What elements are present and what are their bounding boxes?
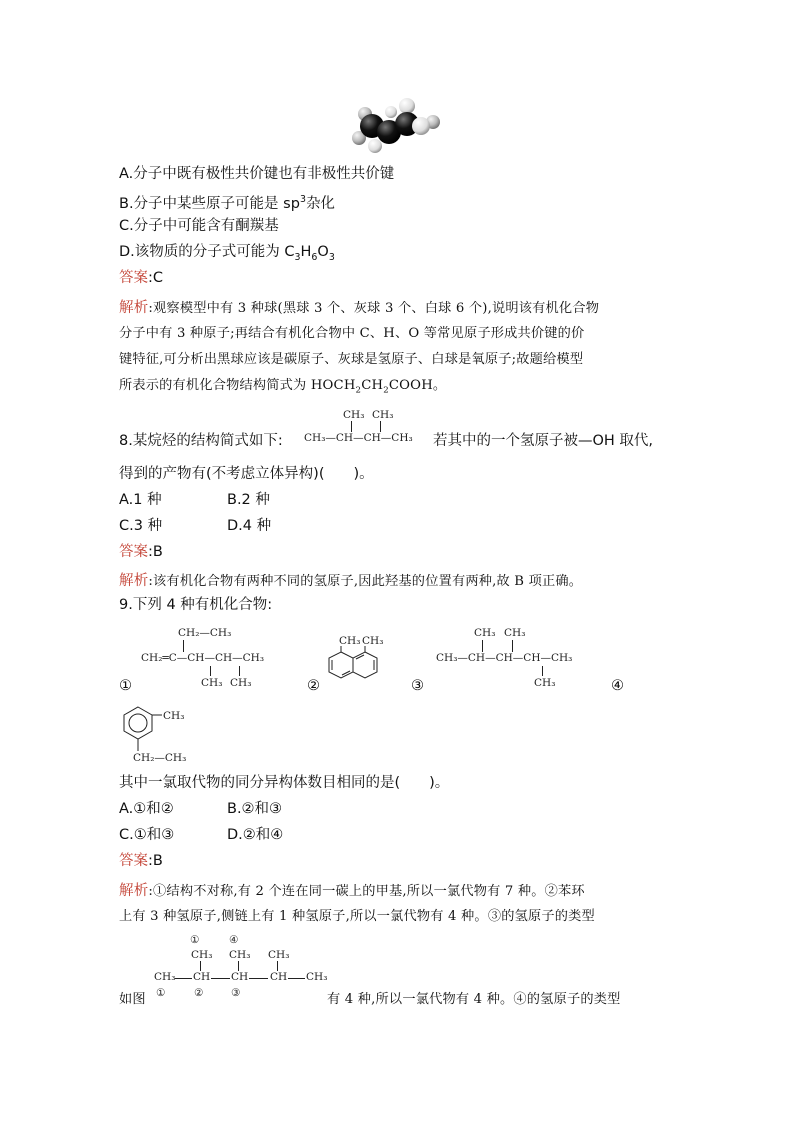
q9-s1-top: CH₂—CH₃	[178, 627, 232, 639]
q9-s3-bottom-1: CH₃	[534, 677, 556, 689]
q8-bond-2	[380, 421, 381, 432]
q9-marker-1: ①	[119, 678, 132, 694]
q9-option-a: A.①和②	[119, 801, 174, 817]
q8-structure-top-2: CH₃	[372, 409, 394, 421]
q9-s3-top-1: CH₃	[474, 627, 496, 639]
fig-bond-v3	[277, 961, 278, 971]
q9-question: 其中一氯取代物的同分异构体数目相同的是( )。	[119, 775, 450, 791]
q7-answer: 答案:C	[119, 270, 164, 286]
fig-marker-bottom-3: ③	[231, 987, 241, 999]
q7-analysis-line-1: 解析:观察模型中有 3 种球(黑球 3 个、灰球 3 个、白球 6 个),说明该有机化合物	[119, 300, 600, 316]
fig-main-5: CH₃	[306, 971, 328, 983]
q9-marker-3: ③	[411, 678, 424, 694]
q7-option-c: C.分子中可能含有酮羰基	[119, 218, 279, 234]
q7-analysis-line-3: 键特征,可分析出黑球应该是碳原子、灰球是氢原子、白球是氧原子;故题给模型	[119, 352, 584, 367]
q9-marker-2: ②	[307, 678, 320, 694]
fig-marker-bottom-2: ②	[194, 987, 204, 999]
q7-option-d: D.该物质的分子式可能为 $C_3H_6O_3$	[119, 244, 335, 263]
q8-structure-top-1: CH₃	[343, 409, 365, 421]
q9-s1-bond-b1	[210, 666, 211, 676]
q9-s1-bond-b2	[239, 666, 240, 676]
q8-answer: 答案:B	[119, 544, 163, 560]
q8-bond-1	[351, 421, 352, 432]
fig-bond-h1	[175, 978, 192, 979]
q9-stem: 9.下列 4 种有机化合物:	[119, 597, 273, 613]
q8-analysis: 解析:该有机化合物有两种不同的氢原子,因此羟基的位置有两种,故 B 项正确。	[119, 573, 583, 589]
q9-s4-methyl: CH₃	[163, 710, 185, 722]
fig-marker-bottom-1: ①	[156, 987, 166, 999]
fig-prefix: 如图	[119, 992, 146, 1007]
q7-option-a: A.分子中既有极性共价键也有非极性共价键	[119, 166, 395, 182]
fig-top-ch3-2: CH₃	[229, 949, 251, 961]
q9-s2-methyl-1: CH₃	[339, 635, 361, 647]
fig-main-1: CH₃	[154, 971, 176, 983]
q8-option-b: B.2 种	[227, 492, 270, 508]
q7-option-b: B.分子中某些原子可能是 $sp^3$杂化	[119, 194, 335, 212]
q8-stem-line-2: 得到的产物有(不考虑立体异构)( )。	[119, 466, 374, 482]
q9-s3-main: CH₃—CH—CH—CH—CH₃	[436, 652, 573, 664]
fig-main-2: CH	[193, 971, 211, 983]
q9-option-d: D.②和④	[227, 827, 284, 843]
fig-tail: 有 4 种,所以一氯代物有 4 种。④的氢原子的类型	[327, 992, 621, 1007]
q9-s1-main: CH₂═C—CH—CH—CH₃	[141, 652, 265, 664]
fig-top-ch3-1: CH₃	[191, 949, 213, 961]
q9-analysis-line-2: 上有 3 种氢原子,侧链上有 1 种氢原子,所以一氯代物有 4 种。③的氢原子的类型	[119, 909, 595, 924]
fig-bond-h4	[288, 978, 305, 979]
q9-s3-bond-t1	[482, 640, 483, 652]
q9-analysis-line-1: 解析:①结构不对称,有 2 个连在同一碳上的甲基,所以一氯代物有 7 种。②苯环	[119, 883, 585, 899]
molecule-model-image	[345, 96, 450, 158]
fig-bond-v1	[200, 961, 201, 971]
fig-marker-top-2: ④	[229, 934, 239, 946]
q8-stem-suffix: 若其中的一个氢原子被—OH 取代,	[433, 433, 654, 449]
fig-marker-top-1: ①	[190, 934, 200, 946]
fig-bond-v2	[238, 961, 239, 971]
q9-s3-top-2: CH₃	[504, 627, 526, 639]
q8-stem-prefix: 8.某烷烃的结构简式如下:	[119, 433, 283, 449]
fig-main-4: CH	[270, 971, 288, 983]
fig-bond-h2	[211, 978, 230, 979]
q9-answer: 答案:B	[119, 853, 163, 869]
q8-option-d: D.4 种	[227, 518, 272, 534]
naphthalene-ring-diagram	[325, 646, 385, 694]
fig-top-ch3-3: CH₃	[268, 949, 290, 961]
q9-s4-ethyl: CH₂—CH₃	[133, 752, 187, 764]
q9-s2-methyl-2: CH₃	[362, 635, 384, 647]
q7-analysis-line-4: 所表示的有机化合物结构简式为 $HOCH_2CH_2COOH$。	[119, 378, 447, 396]
fig-bond-h3	[249, 978, 268, 979]
q9-option-c: C.①和③	[119, 827, 175, 843]
q9-s1-bond-top	[183, 640, 184, 652]
q8-option-a: A.1 种	[119, 492, 162, 508]
q9-marker-4: ④	[611, 678, 624, 694]
fig-main-3: CH	[231, 971, 249, 983]
q9-s3-bond-b1	[542, 666, 543, 676]
q8-structure-main: CH₃—CH—CH—CH₃	[304, 432, 413, 444]
q9-s3-bond-t2	[512, 640, 513, 652]
q9-s1-bottom-1: CH₃	[201, 677, 223, 689]
q9-s1-bottom-2: CH₃	[230, 677, 252, 689]
q9-option-b: B.②和③	[227, 801, 283, 817]
q7-analysis-line-2: 分子中有 3 种原子;再结合有机化合物中 C、H、O 等常见原子形成共价键的价	[119, 326, 585, 341]
q8-option-c: C.3 种	[119, 518, 163, 534]
